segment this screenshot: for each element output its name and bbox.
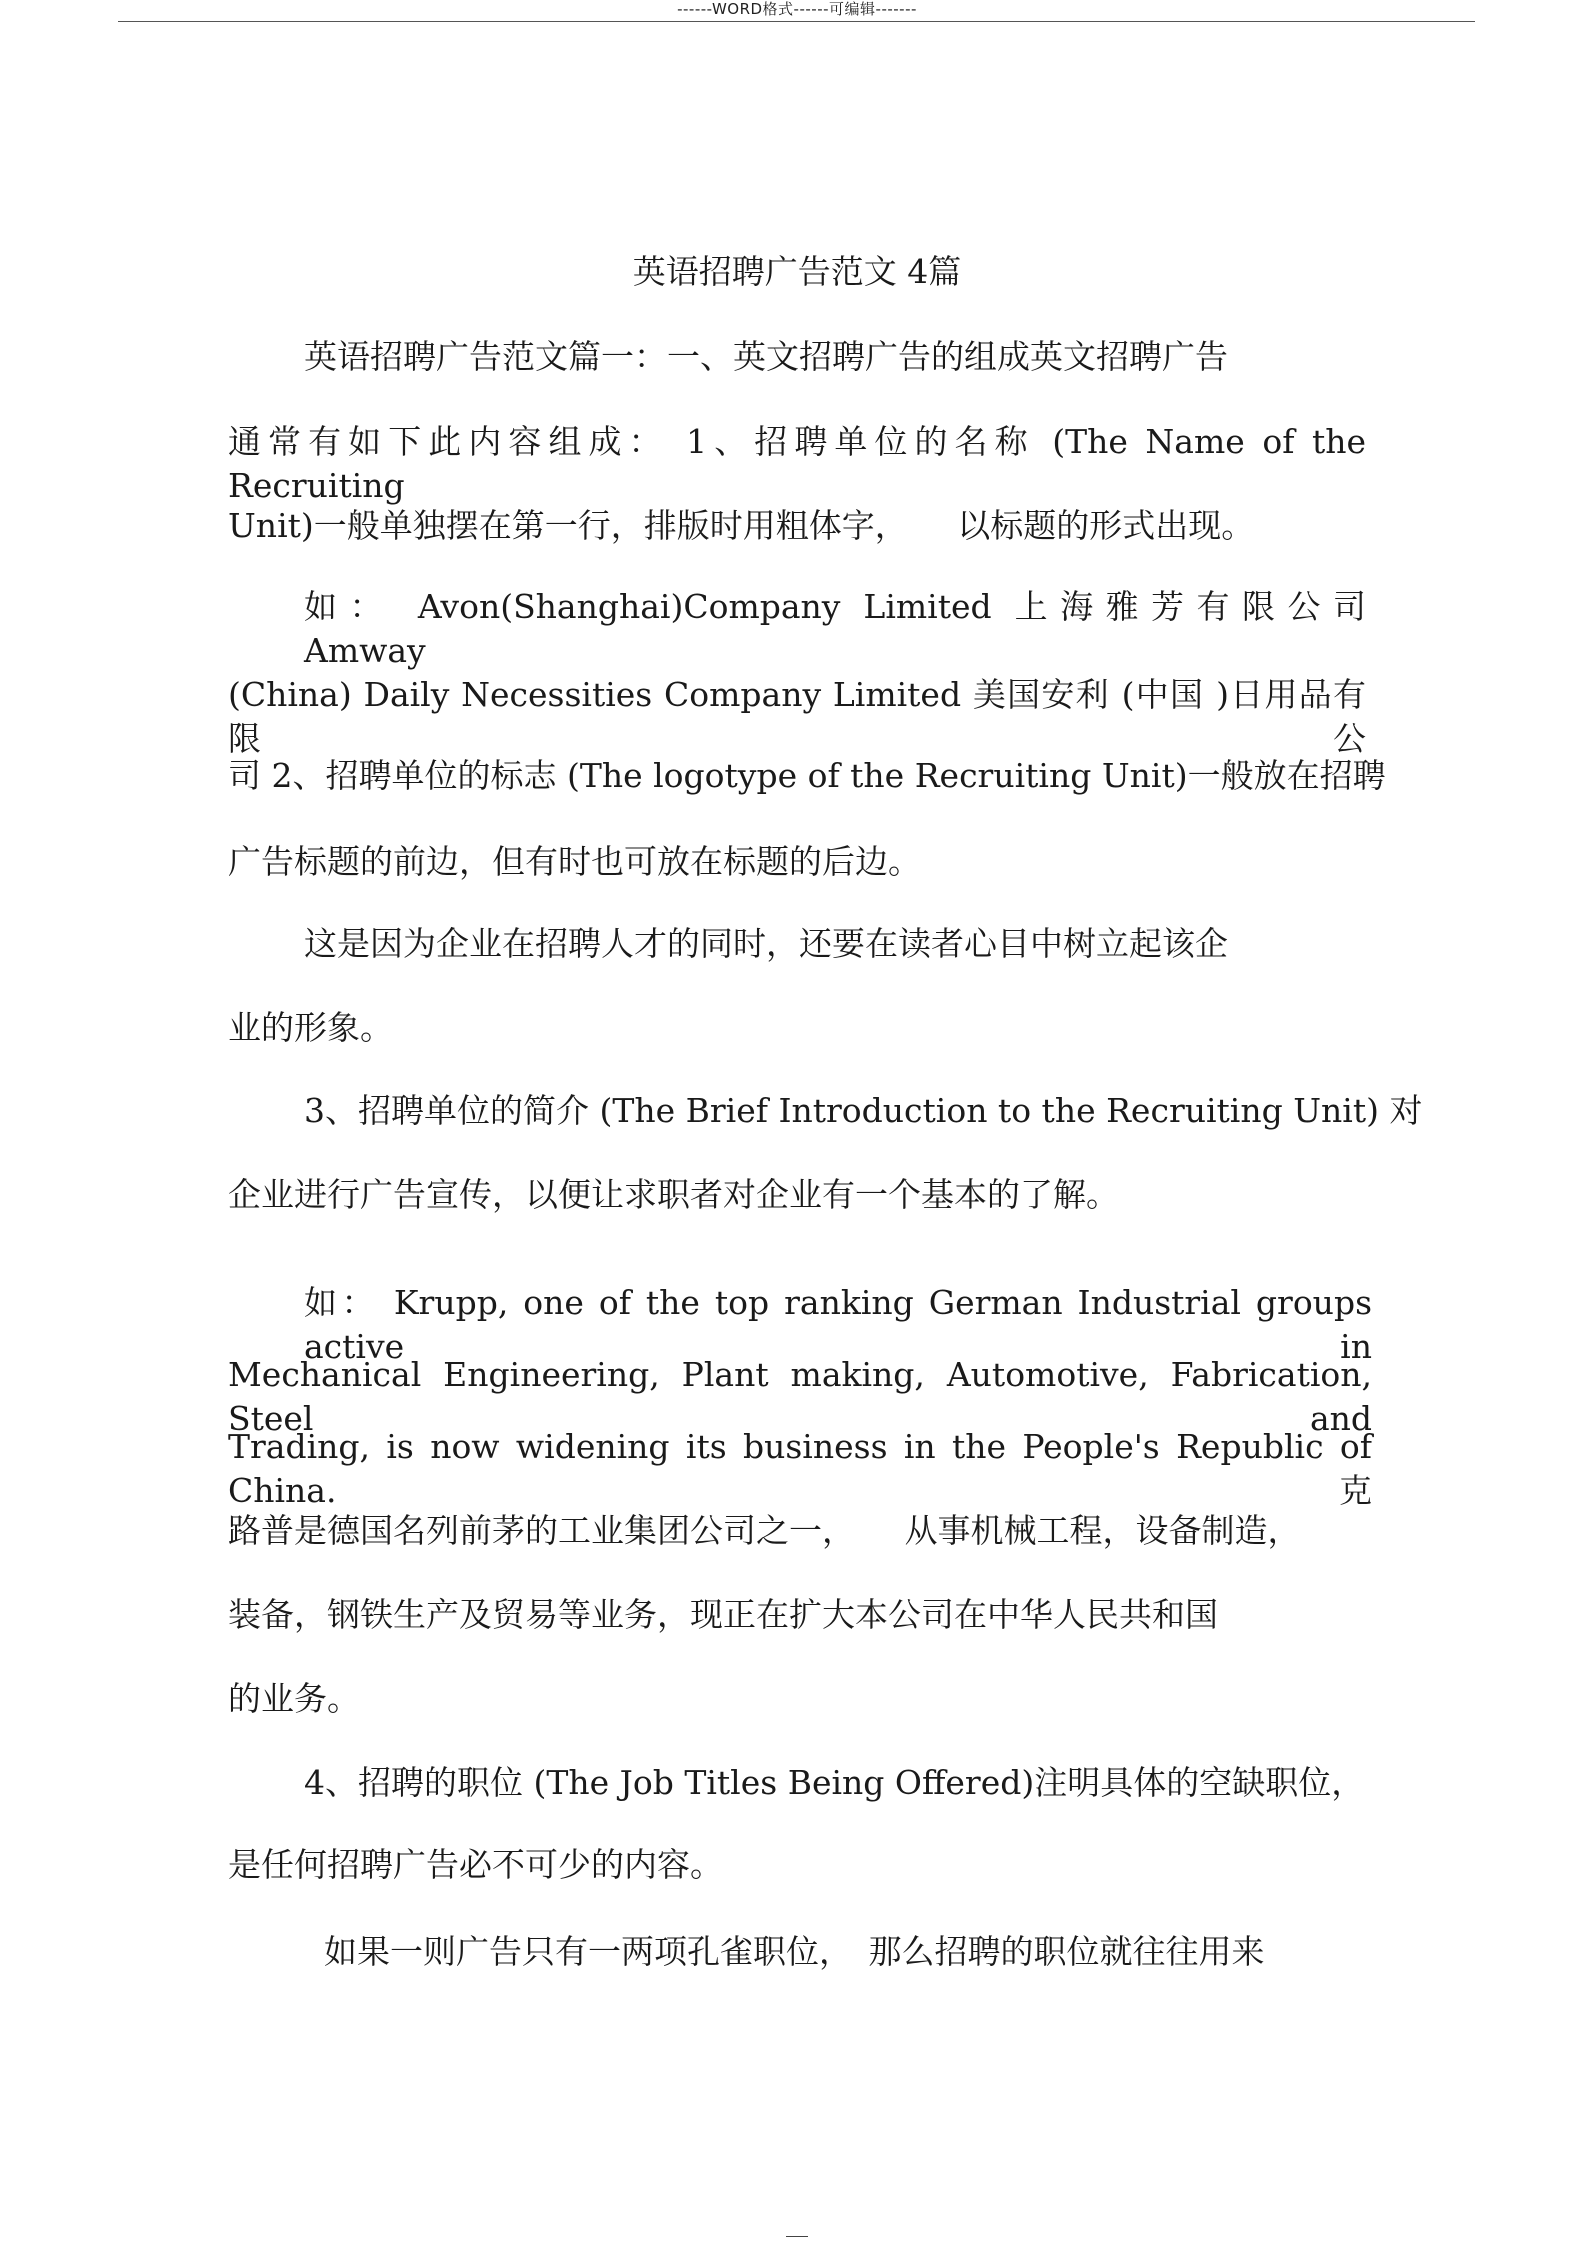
- body-line: (China) Daily Necessities Company Limited 美国安利 (中国 )日用品有限公: [228, 675, 1366, 758]
- body-line: 路普是德国名列前茅的工业集团公司之一， 从事机械工程，设备制造，: [228, 1511, 1301, 1550]
- body-line: 的业务。: [228, 1679, 360, 1718]
- body-line: 如： Avon(Shanghai)Company Limited 上海雅芳有限公司 Amway: [304, 587, 1432, 670]
- footer-mark: [786, 2236, 808, 2237]
- body-line: 如： Krupp, one of the top ranking German Industrial groups active in: [304, 1283, 1372, 1366]
- body-line: 如果一则广告只有一两项孔雀职位， 那么招聘的职位就往往用来: [324, 1932, 1265, 1971]
- body-line: 业的形象。: [228, 1008, 393, 1047]
- body-line: 装备，钢铁生产及贸易等业务，现正在扩大本公司在中华人民共和国: [228, 1595, 1218, 1634]
- body-line: 是任何招聘广告必不可少的内容。: [228, 1845, 723, 1884]
- body-line: 通常有如下此内容组成： 1、招聘单位的名称 (The Name of the Recruiting: [228, 422, 1366, 505]
- body-line: 这是因为企业在招聘人才的同时，还要在读者心目中树立起该企: [304, 924, 1228, 963]
- body-line: 3、招聘单位的简介 (The Brief Introduction to the Recruiting Unit) 对: [304, 1091, 1423, 1130]
- document-title: 英语招聘广告范文 4篇: [632, 252, 962, 291]
- page-header-text: ------WORD格式------可编辑-------: [677, 0, 917, 18]
- header-divider: [118, 21, 1475, 22]
- body-line: 广告标题的前边，但有时也可放在标题的后边。: [228, 842, 921, 881]
- body-line: 企业进行广告宣传，以便让求职者对企业有一个基本的了解。: [228, 1175, 1119, 1214]
- body-line: Trading, is now widening its business in the People's Republic of China. 克: [228, 1427, 1372, 1510]
- body-line: 司 2、招聘单位的标志 (The logotype of the Recruiting Unit)一般放在招聘: [228, 756, 1386, 795]
- body-line: 英语招聘广告范文篇一：一、英文招聘广告的组成英文招聘广告: [304, 337, 1228, 376]
- body-line: 4、招聘的职位 (The Job Titles Being Offered)注明具体的空缺职位，: [304, 1763, 1365, 1802]
- body-line: Unit)一般单独摆在第一行，排版时用粗体字， 以标题的形式出现。: [228, 506, 1255, 545]
- body-line: Mechanical Engineering, Plant making, Automotive, Fabrication, Steel and: [228, 1355, 1372, 1438]
